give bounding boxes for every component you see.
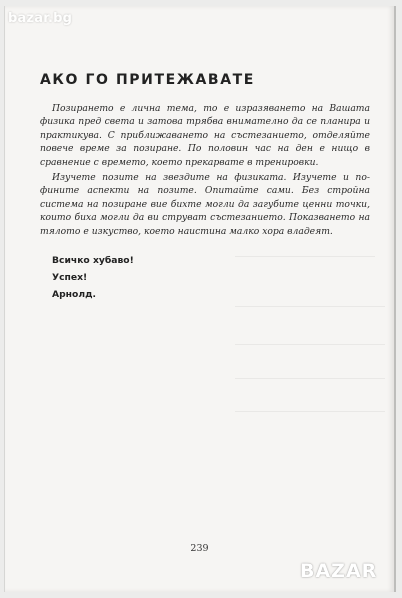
bleed-through-line: [235, 344, 385, 345]
bazar-logo: BAZAR: [300, 560, 378, 582]
bleed-through-line: [235, 256, 375, 257]
signoff-signature: Арнолд.: [52, 289, 96, 300]
signoff-line: Успех!: [52, 272, 88, 283]
bleed-through-line: [235, 306, 385, 307]
book-page: [4, 6, 396, 592]
section-heading: АКО ГО ПРИТЕЖАВАТЕ: [40, 72, 255, 88]
paragraph-posing: Позирането е лична тема, то е изразяването на Вашата физика пред света и затова трябва внимателно да се планира и практикува. С приближаването на състезанието, отделяйте повече време за позиране. По половин час на ден е нищо в сравнение с времето, което прекарвате в тренировки.: [40, 103, 370, 168]
watermark-text: bazar.bg: [8, 11, 73, 26]
bleed-through-line: [235, 378, 385, 379]
signoff-line: Всичко хубаво!: [52, 255, 134, 266]
bleed-through-line: [235, 411, 385, 412]
paragraph-study-poses: Изучете позите на звездите на физиката. Изучете и по-фините аспекти на позите. Опитайте сами. Без стройна система на позиране вие бихте могли да загубите ценни точки, които биха могли да ви струват състезанието. Показването на тялото е изкуство, което наистина малко хора владеят.: [40, 172, 370, 237]
page-number: 239: [190, 543, 209, 554]
